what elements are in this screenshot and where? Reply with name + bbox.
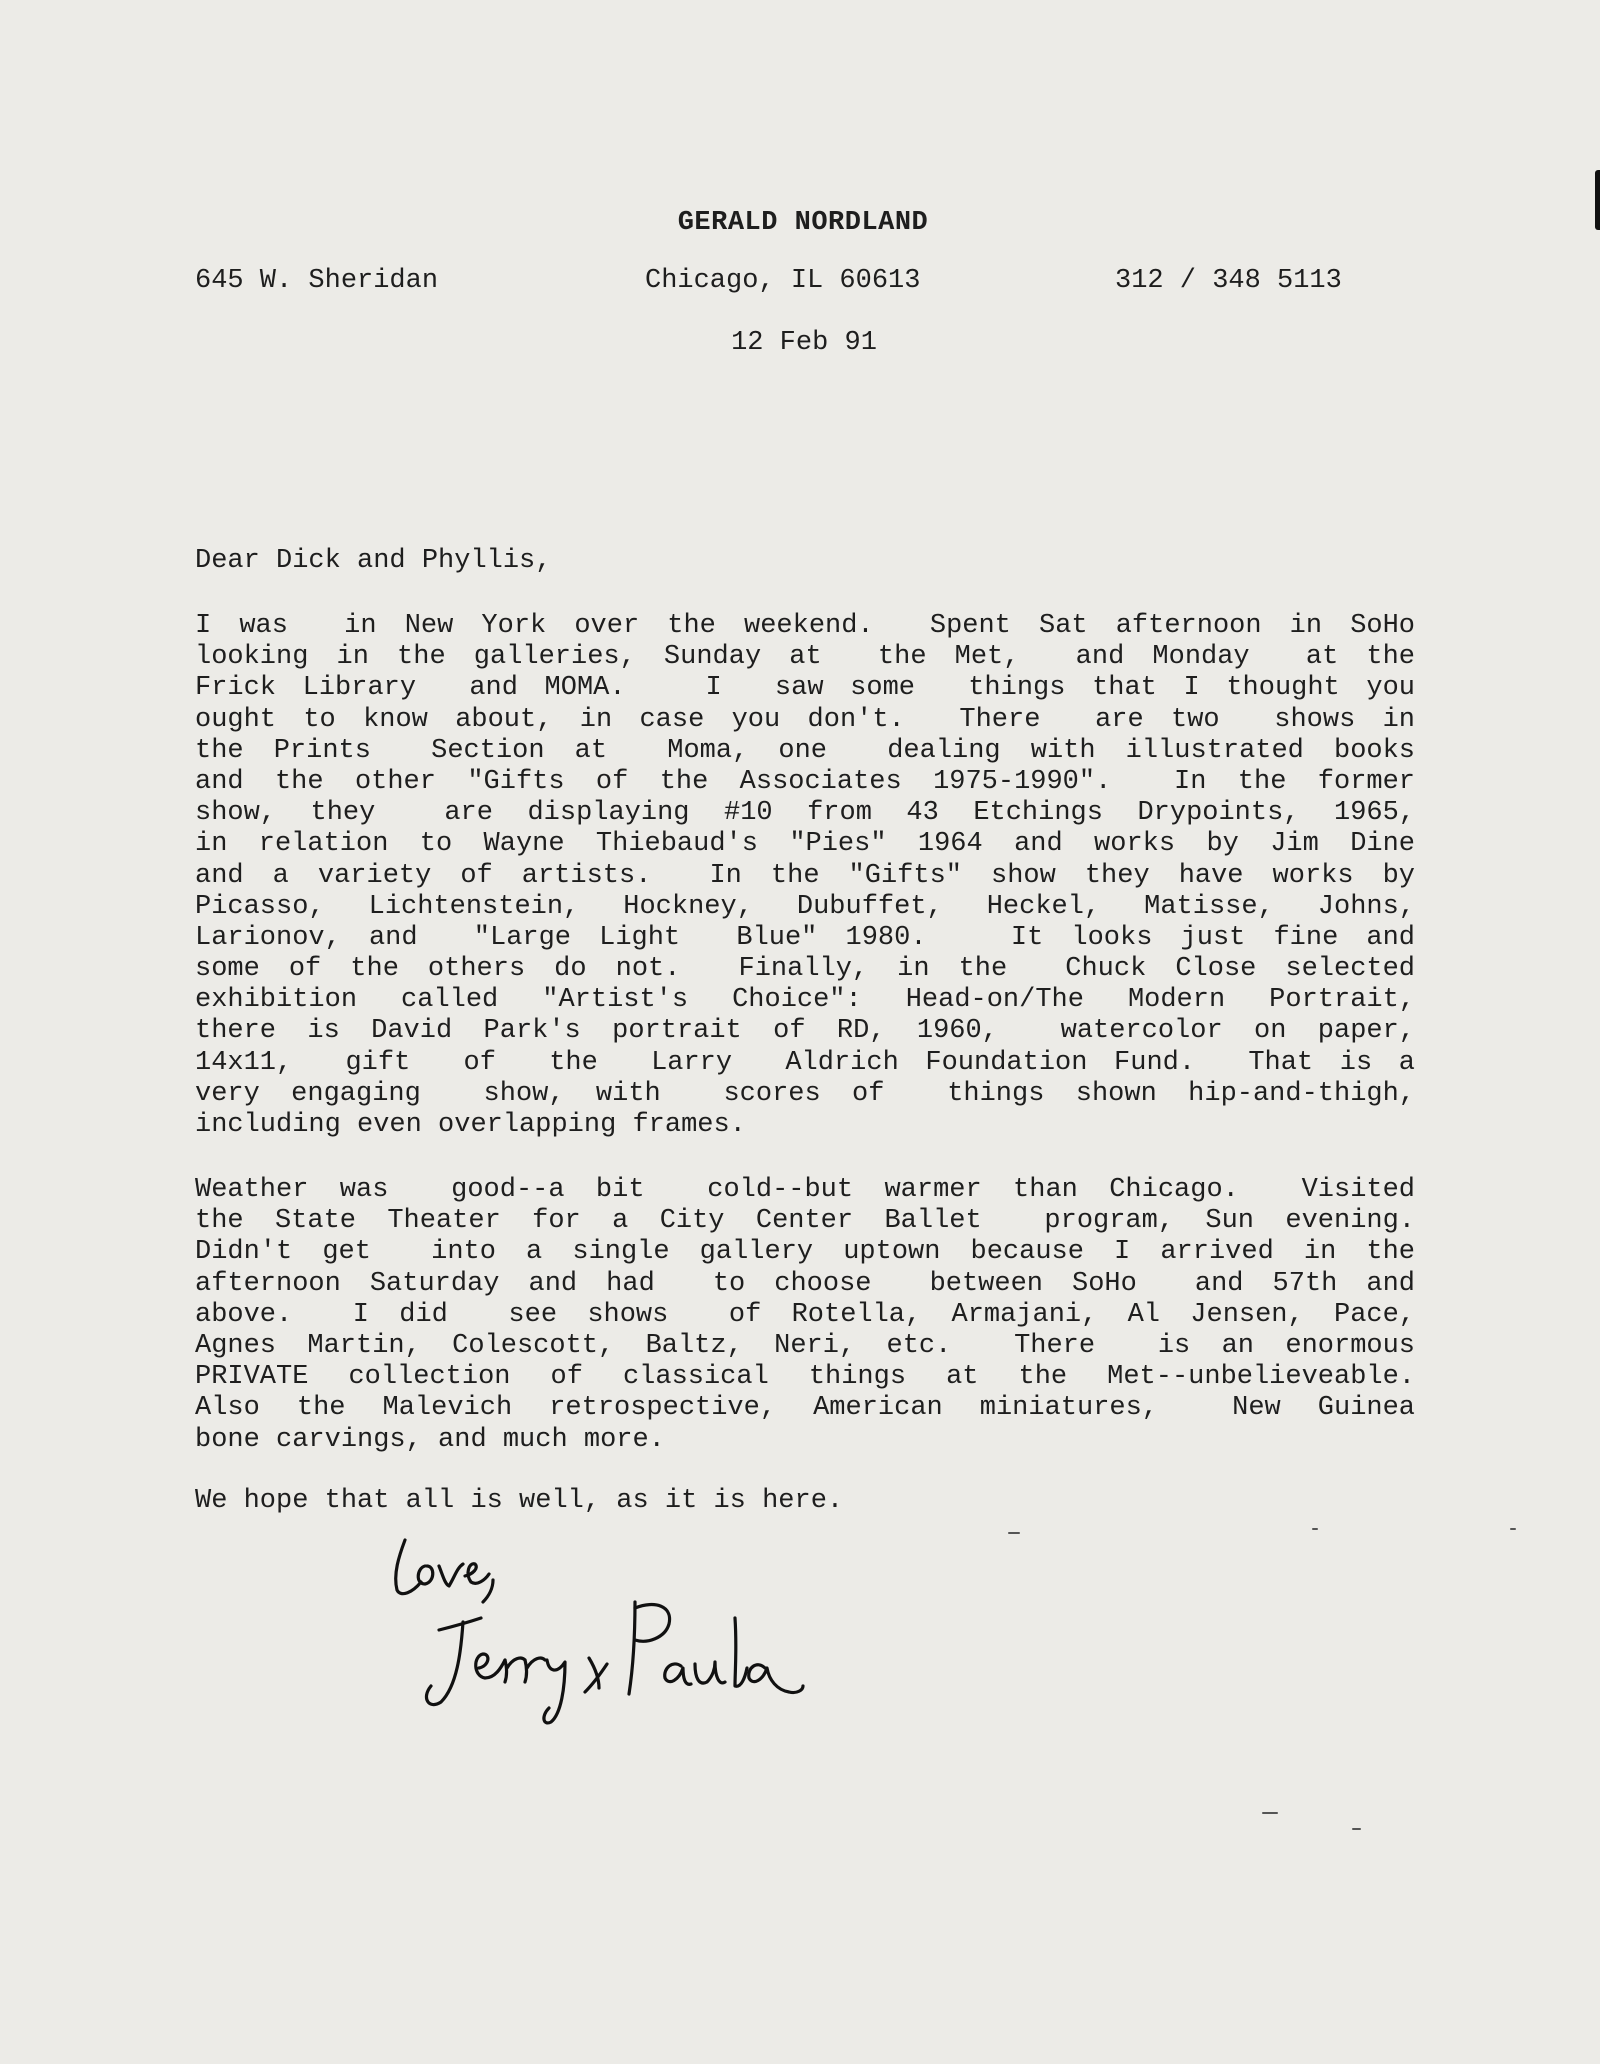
text-line: We hope that all is well, as it is here. [195, 1486, 844, 1516]
text-line: and the other "Gifts of the Associates 1975-1990". In the former [195, 766, 1415, 797]
salutation: Dear Dick and Phyllis, [195, 546, 552, 576]
text-line: the Prints Section at Moma, one dealing with illustrated books [195, 735, 1415, 766]
text-line: exhibition called "Artist's Choice": Head-on/The Modern Portrait, [195, 985, 1415, 1016]
text-line: in relation to Wayne Thiebaud's "Pies" 1964 and works by Jim Dine [195, 829, 1415, 860]
letter-date: 12 Feb 91 [731, 328, 877, 358]
paper-speck [1262, 1812, 1278, 1814]
paper-speck [1312, 1528, 1318, 1530]
paper-speck [1510, 1528, 1516, 1530]
text-line: above. I did see shows of Rotella, Armajani, Al Jensen, Pace, [195, 1299, 1415, 1330]
text-line: afternoon Saturday and had to choose between SoHo and 57th and [195, 1268, 1415, 1299]
letterhead-phone: 312 / 348 5113 [1115, 266, 1342, 296]
text-line: Also the Malevich retrospective, American miniatures, New Guinea [195, 1393, 1415, 1424]
text-line: I was in New York over the weekend. Spent Sat afternoon in SoHo [195, 611, 1415, 641]
text-line: Picasso, Lichtenstein, Hockney, Dubuffet, Heckel, Matisse, Johns, [195, 891, 1415, 922]
text-line: very engaging show, with scores of things shown hip-and-thigh, [195, 1078, 1415, 1109]
text-line: there is David Park's portrait of RD, 1960, watercolor on paper, [195, 1016, 1415, 1047]
text-line: Weather was good--a bit cold--but warmer than Chicago. Visited [195, 1175, 1415, 1205]
letterhead-city: Chicago, IL 60613 [645, 266, 921, 296]
text-line: 14x11, gift of the Larry Aldrich Foundation Fund. That is a [195, 1047, 1415, 1078]
text-line: Didn't get into a single gallery uptown because I arrived in the [195, 1237, 1415, 1268]
paragraph-1 [195, 611, 1415, 1141]
text-line: and a variety of artists. In the "Gifts" show they have works by [195, 860, 1415, 891]
text-line: Larionov, and "Large Light Blue" 1980. It looks just fine and [195, 922, 1415, 953]
paragraph-2 [195, 1175, 1415, 1456]
text-line: PRIVATE collection of classical things at the Met--unbelieveable. [195, 1362, 1415, 1393]
text-line: show, they are displaying #10 from 43 Etchings Drypoints, 1965, [195, 798, 1415, 829]
text-line: including even overlapping frames. [195, 1110, 746, 1140]
letterhead-street: 645 W. Sheridan [195, 266, 439, 296]
text-line: Agnes Martin, Colescott, Baltz, Neri, etc. There is an enormous [195, 1330, 1415, 1361]
handwritten-signature [385, 1518, 805, 1728]
text-line: ought to know about, in case you don't. There are two shows in [195, 704, 1415, 735]
paper-speck [1008, 1532, 1020, 1534]
text-line: the State Theater for a City Center Ballet program, Sun evening. [195, 1206, 1415, 1237]
paper-speck [1352, 1828, 1361, 1830]
paragraph-3 [195, 1486, 1415, 1517]
text-line: Frick Library and MOMA. I saw some things that I thought you [195, 673, 1415, 704]
text-line: bone carvings, and much more. [195, 1424, 665, 1455]
letterhead-name: GERALD NORDLAND [677, 208, 929, 238]
text-line: some of the others do not. Finally, in the Chuck Close selected [195, 954, 1415, 985]
text-line: looking in the galleries, Sunday at the Met, and Monday at the [195, 642, 1415, 673]
